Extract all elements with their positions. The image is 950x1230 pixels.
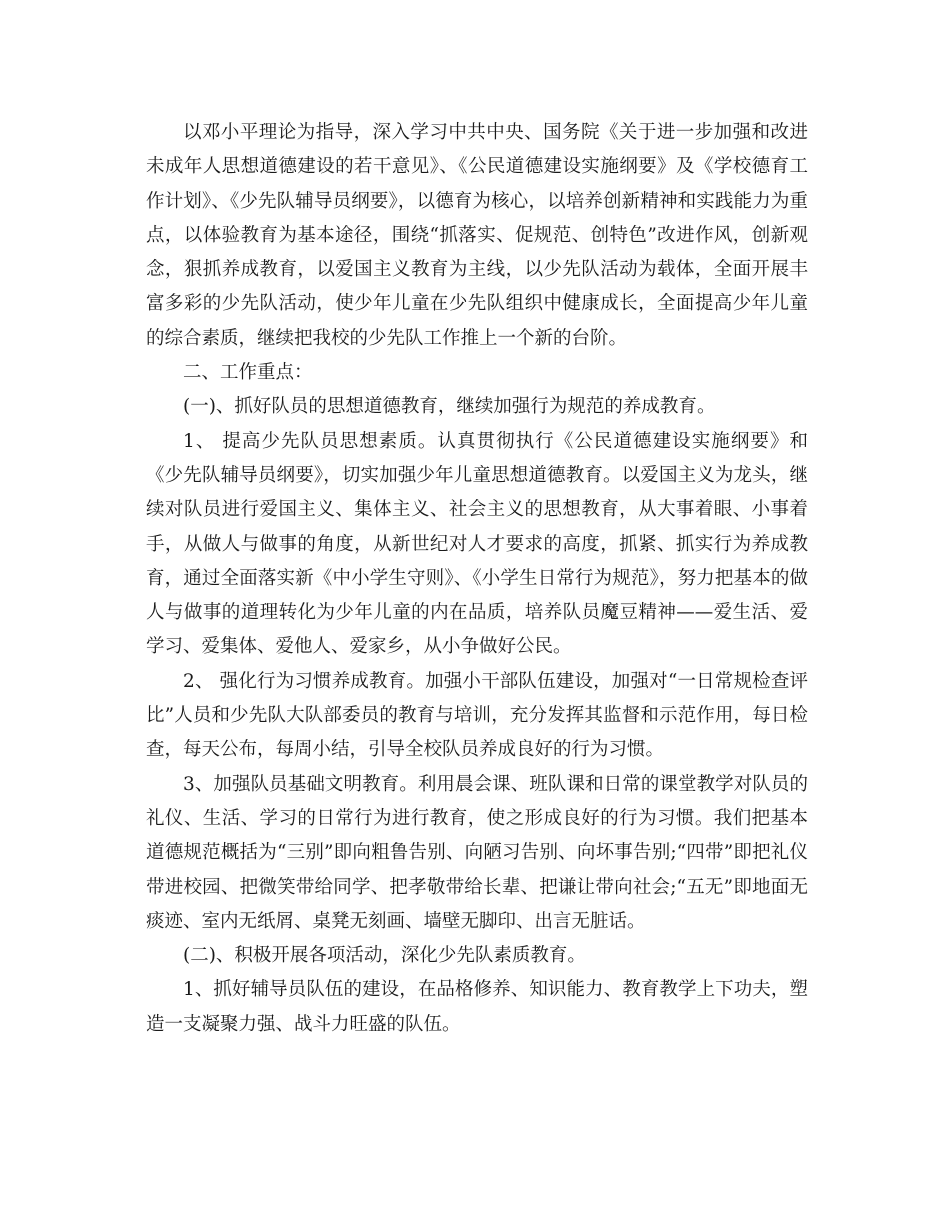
item-paragraph-3: 3、加强队员基础文明教育。利用晨会课、班队课和日常的课堂教学对队员的礼仪、生活、学习的日常行为进行教育，使之形成良好的行为习惯。我们把基本道德规范概括为“三别”即向粗鲁告别、向陋习告别、向坏事告别;“四带”即把礼仪带进校园、把微笑带给同学、把孝敬带给长辈、把谦让带向社会;“五无”即地面无痰迹、室内无纸屑、桌凳无刻画、墙壁无脚印、出言无脏话。	[146, 773, 808, 932]
section-heading-work-focus: 二、工作重点：	[183, 362, 313, 384]
subsection-heading-1: (一)、抓好队员的思想道德教育，继续加强行为规范的养成教育。	[183, 396, 716, 418]
item-paragraph-4: 1、抓好辅导员队伍的建设，在品格修养、知识能力、教育教学上下功夫，塑造一支凝聚力强、战斗力旺盛的队伍。	[146, 979, 808, 1035]
item-paragraph-1: 1、 提高少先队员思想素质。认真贯彻执行《公民道德建设实施纲要》和《少先队辅导员纲要》，切实加强少年儿童思想道德教育。以爱国主义为龙头，继续对队员进行爱国主义、集体主义、社会主义的思想教育，从大事着眼、小事着手，从做人与做事的角度，从新世纪对人才要求的高度，抓紧、抓实行为养成教育，通过全面落实新《中小学生守则》、《小学生日常行为规范》，努力把基本的做人与做事的道理转化为少年儿童的内在品质，培养队员魔豆精神——爱生活、爱学习、爱集体、爱他人、爱家乡，从小争做好公民。	[146, 430, 808, 658]
intro-paragraph: 以邓小平理论为指导，深入学习中共中央、国务院《关于进一步加强和改进未成年人思想道德建设的若干意见》、《公民道德建设实施纲要》及《学校德育工作计划》、《少先队辅导员纲要》，以德育为核心，以培养创新精神和实践能力为重点，以体验教育为基本途径，围绕“抓落实、促规范、创特色”改进作风，创新观念，狠抓养成教育，以爱国主义教育为主线，以少先队活动为载体，全面开展丰富多彩的少先队活动，使少年儿童在少先队组织中健康成长，全面提高少年儿童的综合素质，继续把我校的少先队工作推上一个新的台阶。	[146, 122, 808, 349]
subsection-heading-2: (二)、积极开展各项活动，深化少先队素质教育。	[183, 945, 586, 967]
item-paragraph-2: 2、 强化行为习惯养成教育。加强小干部队伍建设，加强对“一日常规检查评比”人员和少先队大队部委员的教育与培训，充分发挥其监督和示范作用，每日检查，每天公布，每周小结，引导全校队员养成良好的行为习惯。	[146, 670, 808, 761]
document-body	[146, 116, 808, 1042]
